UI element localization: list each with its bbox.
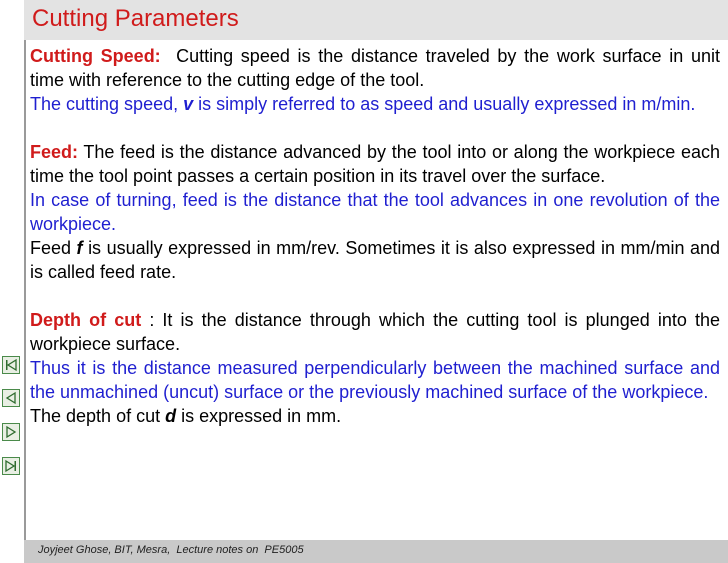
depth-of-cut-definition [30, 308, 720, 356]
slide-title: Cutting Parameters [32, 5, 239, 32]
feed-symbol: f [76, 238, 83, 258]
speed-symbol: v [183, 94, 194, 114]
depth-units-pre: The depth of cut [30, 406, 161, 426]
depth-symbol: d [165, 406, 177, 426]
previous-slide-icon[interactable] [2, 389, 20, 407]
feed-units-pre: Feed [30, 238, 72, 258]
last-slide-icon[interactable] [2, 457, 20, 475]
first-slide-icon[interactable] [2, 356, 20, 374]
depth-of-cut-text: : It is the distance through which the cutting tool is plunged into the workpiece surface. [30, 310, 720, 354]
cutting-speed-note [30, 92, 720, 116]
feed-units [30, 236, 720, 284]
cutting-speed-note-pre: The cutting speed, [30, 94, 179, 114]
cutting-speed-text: Cutting speed is the distance traveled by the work surface in unit time with reference to the cutting edge of the tool. [30, 46, 720, 90]
slide-body [30, 44, 720, 428]
depth-of-cut-label: Depth of cut [30, 310, 142, 330]
feed-turning-note: In case of turning, feed is the distance that the tool advances in one revolution of the workpiece. [30, 190, 720, 234]
depth-of-cut-units [30, 404, 720, 428]
next-slide-icon[interactable] [2, 423, 20, 441]
cutting-speed-label: Cutting Speed: [30, 46, 161, 66]
left-rule [24, 40, 26, 540]
cutting-speed-definition [30, 44, 720, 92]
footer-credit: Joyjeet Ghose, BIT, Mesra, Lecture notes on PE5005 [38, 544, 304, 556]
feed-units-post: is usually expressed in mm/rev. Sometimes it is also expressed in mm/min and is called feed rate. [30, 238, 720, 282]
feed-label: Feed: [30, 142, 79, 162]
depth-of-cut-note: Thus it is the distance measured perpendicularly between the machined surface and the unmachined (uncut) surface or the previously machined surface of the workpiece. [30, 358, 720, 402]
feed-definition [30, 140, 720, 188]
depth-units-post: is expressed in mm. [181, 406, 342, 426]
feed-text: The feed is the distance advanced by the tool into or along the workpiece each time the tool point passes a certain position in its travel over the surface. [30, 142, 720, 186]
cutting-speed-note-post: is simply referred to as speed and usually expressed in m/min. [198, 94, 696, 114]
